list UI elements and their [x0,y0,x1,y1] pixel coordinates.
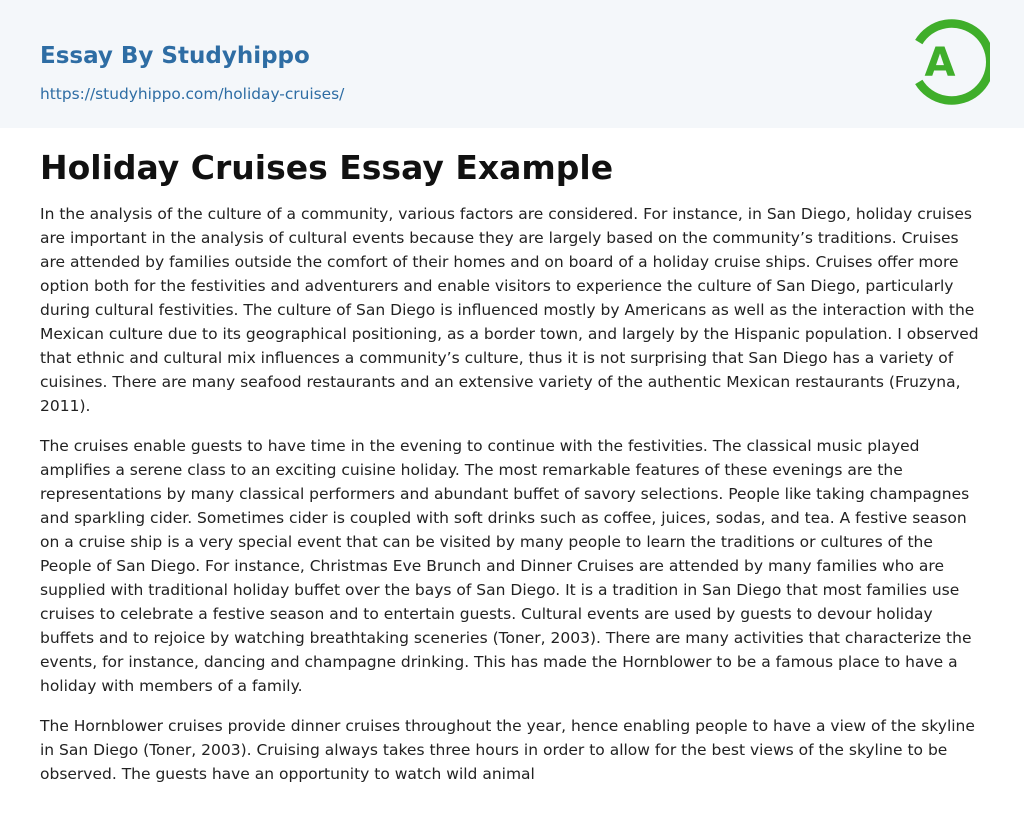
source-url-link[interactable]: https://studyhippo.com/holiday-cruises/ [40,85,345,103]
essay-paragraph: The Hornblower cruises provide dinner cruises throughout the year, hence enabling people to have a view of the skyline in San Diego (Toner, 2003). Cruising always takes three hours in order to allow for the best views of the skyline to be observed. The guests have an opportunity to watch wild animal [40,717,975,783]
brand-title[interactable]: Essay By Studyhippo [40,43,310,69]
studyhippo-logo-icon[interactable] [906,14,990,110]
essay-paragraph: In the analysis of the culture of a community, various factors are considered. For instance, in San Diego, holiday cruises are important in the analysis of cultural events because they are largely based on the community’s traditions. Cruises are attended by families outside the comfort of their homes and on board of a holiday cruise ships. Cruises offer more option both for the festivities and adventurers and enable visitors to experience the culture of San Diego, particularly during cultural festivities. The culture of San Diego is influenced mostly by Americans as well as the interaction with the Mexican culture due to its geographical positioning, as a border town, and largely by the Hispanic population. I observed that ethnic and cultural mix influences a community’s culture, thus it is not surprising that San Diego has a variety of cuisines. There are many seafood restaurants and an extensive variety of the authentic Mexican restaurants (Fruzyna, 2011). [40,205,979,415]
essay-content [40,140,980,802]
essay-paragraph: The cruises enable guests to have time in the evening to continue with the festivities. The classical music played amplifies a serene class to an exciting cuisine holiday. The most remarkable features of these evenings are the representations by many classical performers and abundant buffet of savory selections. People like taking champagnes and sparkling cider. Sometimes cider is coupled with soft drinks such as coffee, juices, sodas, and tea. A festive season on a cruise ship is a very special event that can be visited by many people to learn the traditions or cultures of the People of San Diego. For instance, Christmas Eve Brunch and Dinner Cruises are attended by many families who are supplied with traditional holiday buffet over the bays of San Diego. It is a tradition in San Diego that most families use cruises to celebrate a festive season and to entertain guests. Cultural events are used by guests to devour holiday buffets and to rejoice by watching breathtaking sceneries (Toner, 2003). There are many activities that characterize the events, for instance, dancing and champagne drinking. This has made the Hornblower to be a famous place to have a holiday with members of a family. [40,437,972,695]
logo-letter: A [924,40,956,86]
essay-title: Holiday Cruises Essay Example [40,148,614,187]
site-header [0,0,1024,128]
